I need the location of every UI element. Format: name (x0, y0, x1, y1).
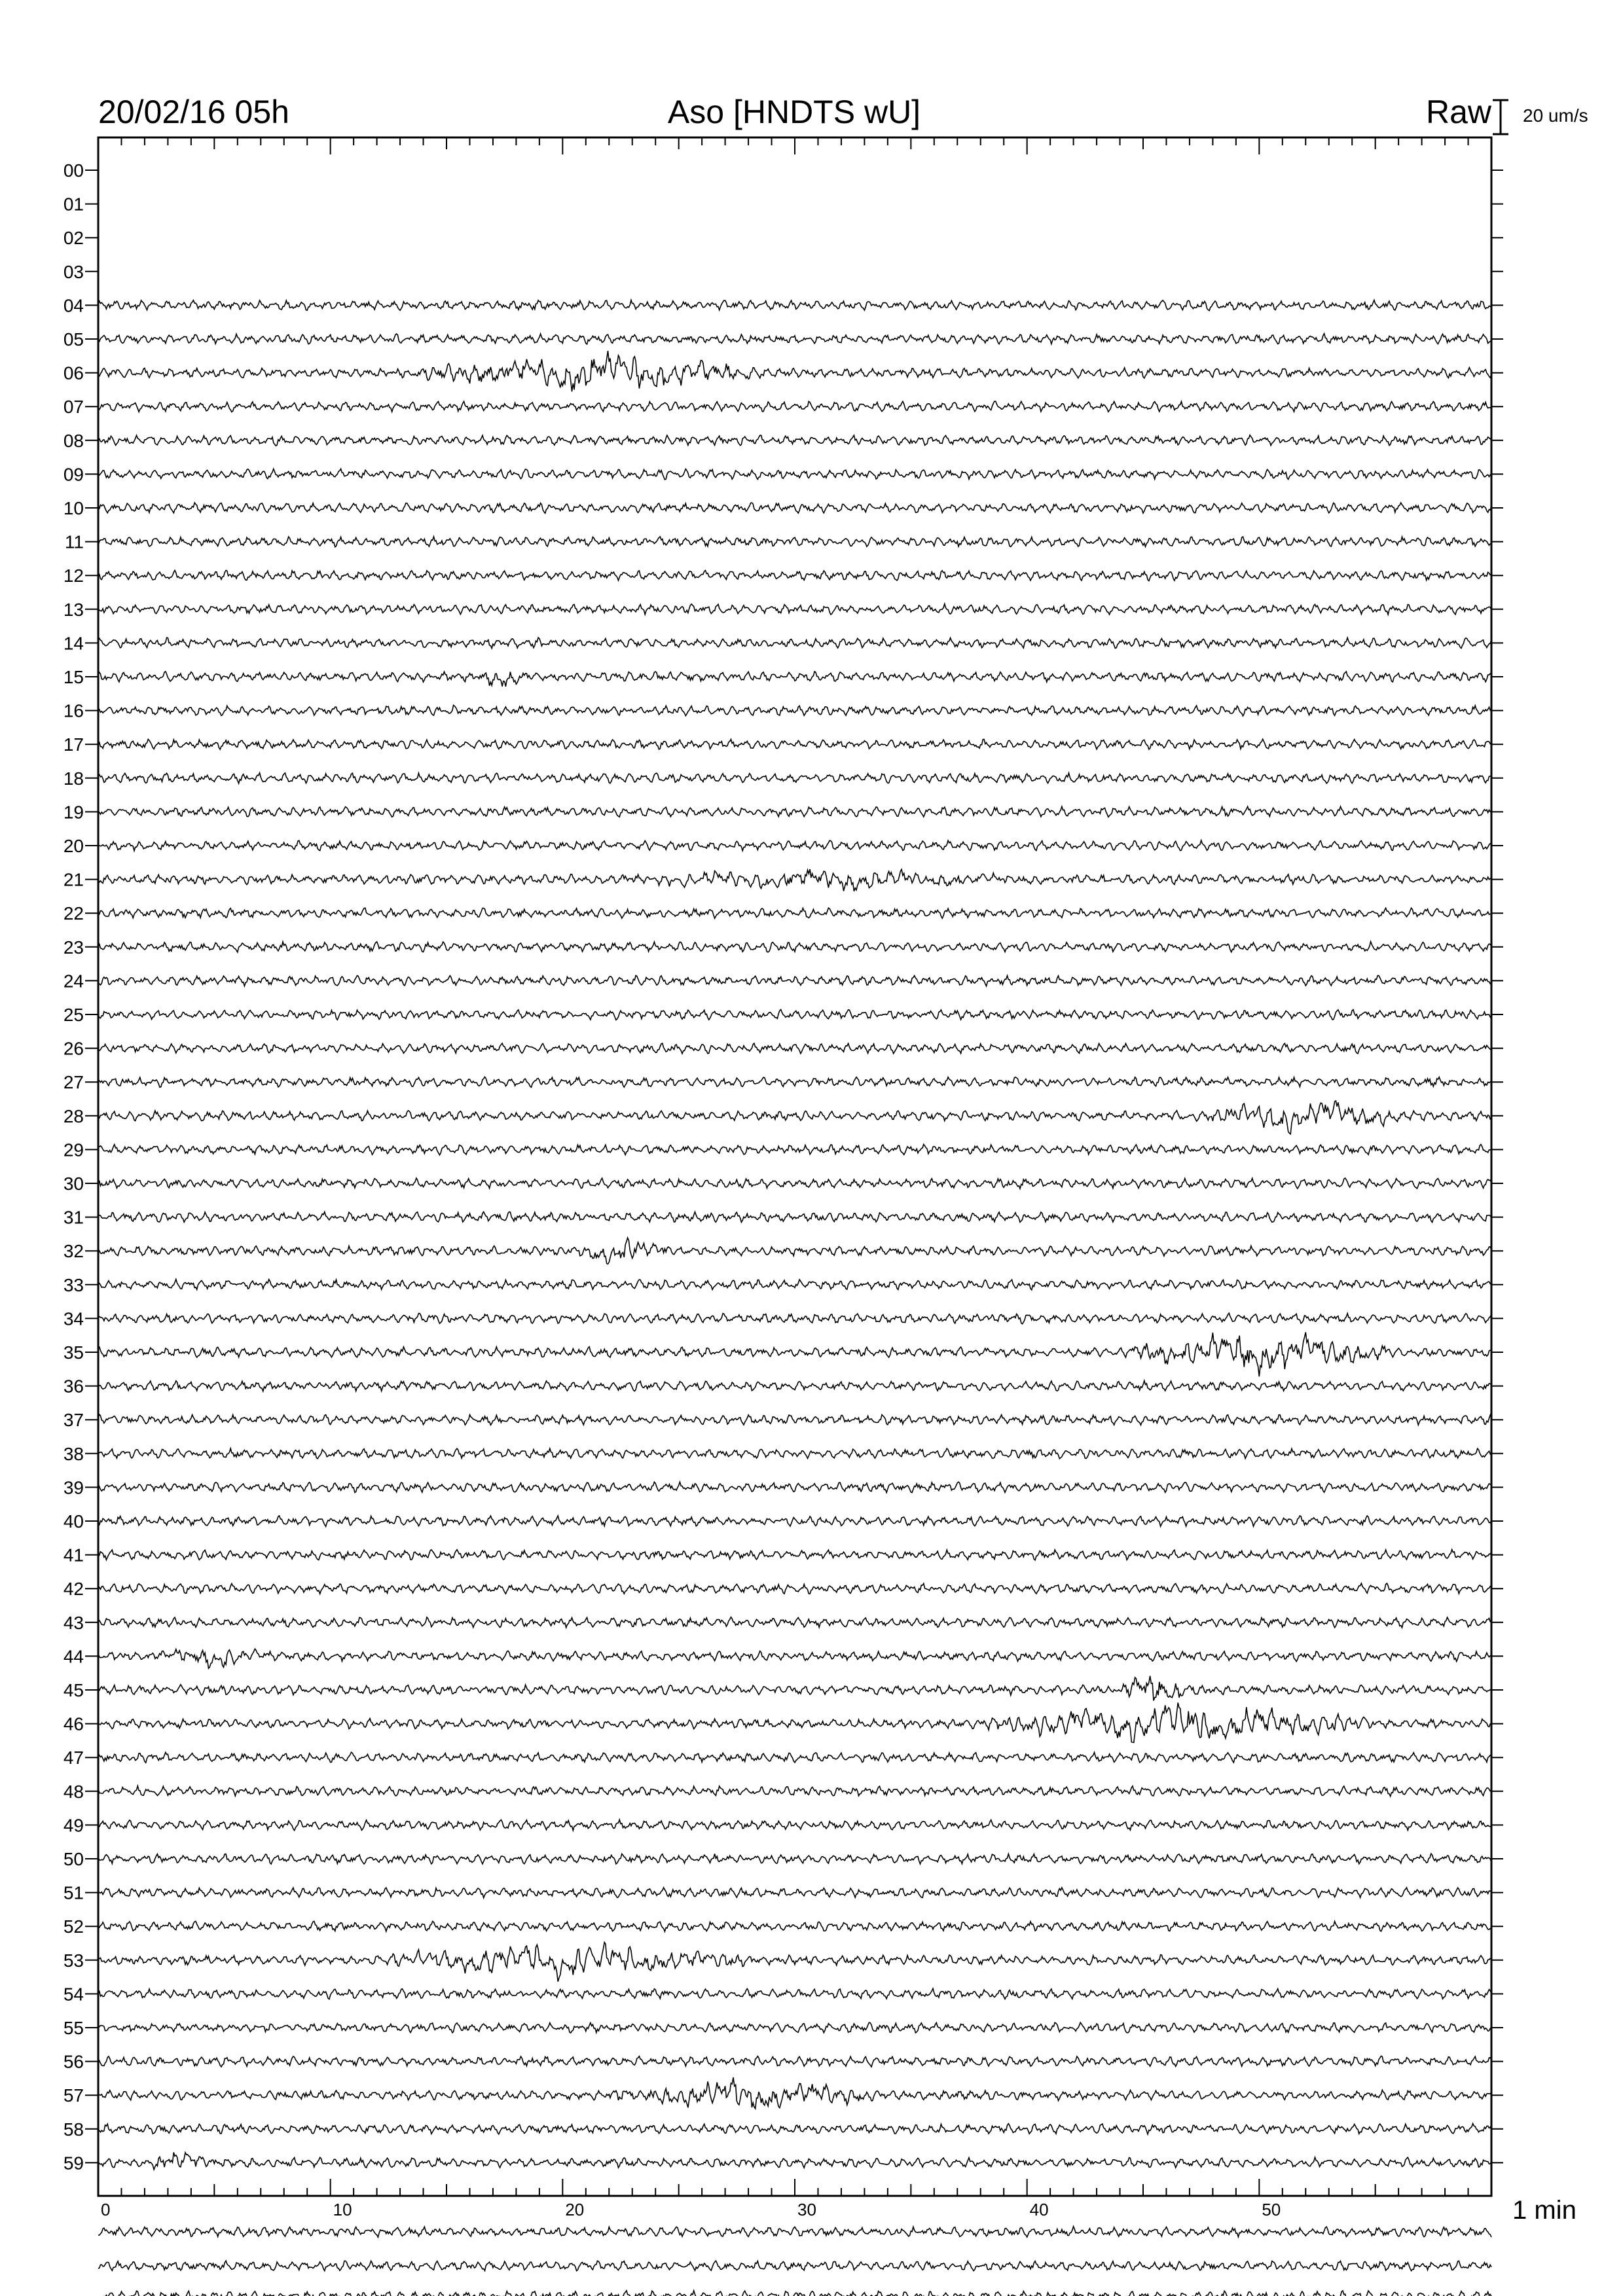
trace-row-16 (98, 706, 1491, 716)
trace-row-11 (98, 537, 1491, 547)
scale-bar (1493, 100, 1508, 134)
trace-row-51 (98, 1888, 1491, 1898)
trace-row-04 (98, 300, 1491, 310)
row-label-07: 07 (63, 397, 84, 418)
row-label-33: 33 (63, 1274, 84, 1295)
trace-row-22 (98, 908, 1491, 918)
trace-row-57 (98, 2077, 1491, 2109)
row-label-39: 39 (63, 1477, 84, 1498)
row-label-42: 42 (63, 1579, 84, 1600)
continuation-trace (98, 2291, 1491, 2296)
row-label-56: 56 (63, 2051, 84, 2072)
row-label-13: 13 (63, 599, 84, 620)
trace-row-08 (98, 435, 1491, 446)
row-label-35: 35 (63, 1342, 84, 1363)
trace-row-47 (98, 1752, 1491, 1763)
row-label-24: 24 (63, 971, 84, 992)
trace-row-09 (98, 469, 1491, 480)
row-label-28: 28 (63, 1105, 84, 1126)
trace-row-27 (98, 1077, 1491, 1087)
x-tick-label-50: 50 (1262, 2200, 1281, 2219)
trace-row-13 (98, 604, 1491, 615)
row-label-19: 19 (63, 802, 84, 823)
trace-row-29 (98, 1144, 1491, 1155)
row-label-49: 49 (63, 1815, 84, 1836)
row-label-25: 25 (63, 1005, 84, 1025)
row-label-50: 50 (63, 1849, 84, 1869)
trace-row-10 (98, 503, 1491, 513)
row-label-38: 38 (63, 1443, 84, 1464)
row-label-30: 30 (63, 1174, 84, 1194)
plot-frame (98, 137, 1491, 2196)
row-label-37: 37 (63, 1410, 84, 1431)
trace-row-39 (98, 1482, 1491, 1492)
date-hour-label: 20/02/16 05h (98, 94, 289, 130)
trace-row-50 (98, 1854, 1491, 1864)
chart-title: Aso [HNDTS wU] (667, 94, 921, 130)
row-label-29: 29 (63, 1139, 84, 1160)
trace-row-35 (98, 1332, 1491, 1376)
trace-row-44 (98, 1649, 1491, 1668)
mode-label: Raw (1425, 94, 1491, 130)
row-label-22: 22 (63, 903, 84, 924)
trace-row-05 (98, 334, 1491, 344)
row-label-34: 34 (63, 1308, 84, 1329)
scale-label: 20 um/s (1523, 105, 1588, 126)
row-label-32: 32 (63, 1241, 84, 1262)
row-label-45: 45 (63, 1680, 84, 1700)
row-label-10: 10 (63, 498, 84, 518)
continuation-trace (98, 2261, 1491, 2270)
trace-row-53 (98, 1943, 1491, 1982)
row-label-53: 53 (63, 1950, 84, 1971)
row-label-58: 58 (63, 2119, 84, 2140)
row-label-40: 40 (63, 1511, 84, 1532)
x-unit-label: 1 min (1512, 2196, 1577, 2225)
trace-row-18 (98, 773, 1491, 783)
row-label-02: 02 (63, 228, 84, 249)
trace-row-21 (98, 869, 1491, 891)
x-tick-label-0: 0 (101, 2200, 111, 2219)
trace-row-34 (98, 1313, 1491, 1324)
trace-row-38 (98, 1448, 1491, 1459)
trace-row-45 (98, 1676, 1491, 1701)
trace-row-20 (98, 840, 1491, 851)
row-label-26: 26 (63, 1038, 84, 1059)
trace-row-06 (98, 351, 1491, 391)
trace-row-33 (98, 1280, 1491, 1290)
row-label-46: 46 (63, 1713, 84, 1734)
trace-row-56 (98, 2056, 1491, 2067)
trace-row-43 (98, 1617, 1491, 1628)
trace-row-17 (98, 739, 1491, 749)
trace-row-59 (98, 2153, 1491, 2170)
row-label-36: 36 (63, 1376, 84, 1397)
row-label-31: 31 (63, 1207, 84, 1228)
row-label-16: 16 (63, 700, 84, 721)
x-tick-label-30: 30 (797, 2200, 816, 2219)
trace-row-14 (98, 637, 1491, 649)
trace-row-12 (98, 570, 1491, 581)
row-label-17: 17 (63, 734, 84, 755)
row-label-20: 20 (63, 836, 84, 856)
trace-row-07 (98, 401, 1491, 412)
trace-row-28 (98, 1101, 1491, 1134)
row-label-12: 12 (63, 565, 84, 586)
trace-row-48 (98, 1786, 1491, 1797)
trace-row-36 (98, 1381, 1491, 1391)
trace-row-23 (98, 942, 1491, 952)
x-tick-label-10: 10 (333, 2200, 352, 2219)
row-label-55: 55 (63, 2018, 84, 2038)
row-label-41: 41 (63, 1545, 84, 1566)
row-label-08: 08 (63, 430, 84, 451)
row-label-48: 48 (63, 1781, 84, 1802)
row-label-04: 04 (63, 295, 84, 316)
trace-row-58 (98, 2124, 1491, 2134)
continuation-trace (98, 2227, 1491, 2237)
row-label-03: 03 (63, 261, 84, 282)
row-label-44: 44 (63, 1646, 84, 1667)
trace-row-42 (98, 1583, 1491, 1594)
row-label-21: 21 (63, 869, 84, 890)
row-label-47: 47 (63, 1748, 84, 1768)
trace-row-46 (98, 1702, 1491, 1742)
trace-row-26 (98, 1043, 1491, 1054)
row-label-15: 15 (63, 667, 84, 687)
row-label-18: 18 (63, 768, 84, 789)
row-label-06: 06 (63, 363, 84, 384)
trace-row-24 (98, 975, 1491, 986)
row-label-27: 27 (63, 1072, 84, 1093)
trace-row-30 (98, 1178, 1491, 1189)
row-label-01: 01 (63, 194, 84, 215)
trace-row-55 (98, 2022, 1491, 2033)
row-label-23: 23 (63, 937, 84, 958)
row-label-57: 57 (63, 2085, 84, 2106)
row-label-00: 00 (63, 160, 84, 181)
trace-row-15 (98, 672, 1491, 687)
row-label-52: 52 (63, 1916, 84, 1937)
x-tick-label-20: 20 (565, 2200, 585, 2219)
trace-row-37 (98, 1414, 1491, 1425)
trace-row-40 (98, 1516, 1491, 1527)
row-label-14: 14 (63, 633, 84, 654)
trace-row-25 (98, 1010, 1491, 1020)
row-label-09: 09 (63, 464, 84, 485)
trace-row-31 (98, 1212, 1491, 1223)
row-label-43: 43 (63, 1612, 84, 1633)
row-label-05: 05 (63, 329, 84, 350)
trace-row-19 (98, 806, 1491, 817)
row-label-51: 51 (63, 1882, 84, 1903)
trace-row-32 (98, 1238, 1491, 1264)
row-label-54: 54 (63, 1984, 84, 2005)
trace-row-41 (98, 1550, 1491, 1560)
x-tick-label-40: 40 (1029, 2200, 1049, 2219)
trace-row-52 (98, 1921, 1491, 1931)
row-label-59: 59 (63, 2153, 84, 2174)
trace-row-54 (98, 1988, 1491, 1999)
row-label-11: 11 (64, 531, 84, 552)
trace-row-49 (98, 1820, 1491, 1831)
